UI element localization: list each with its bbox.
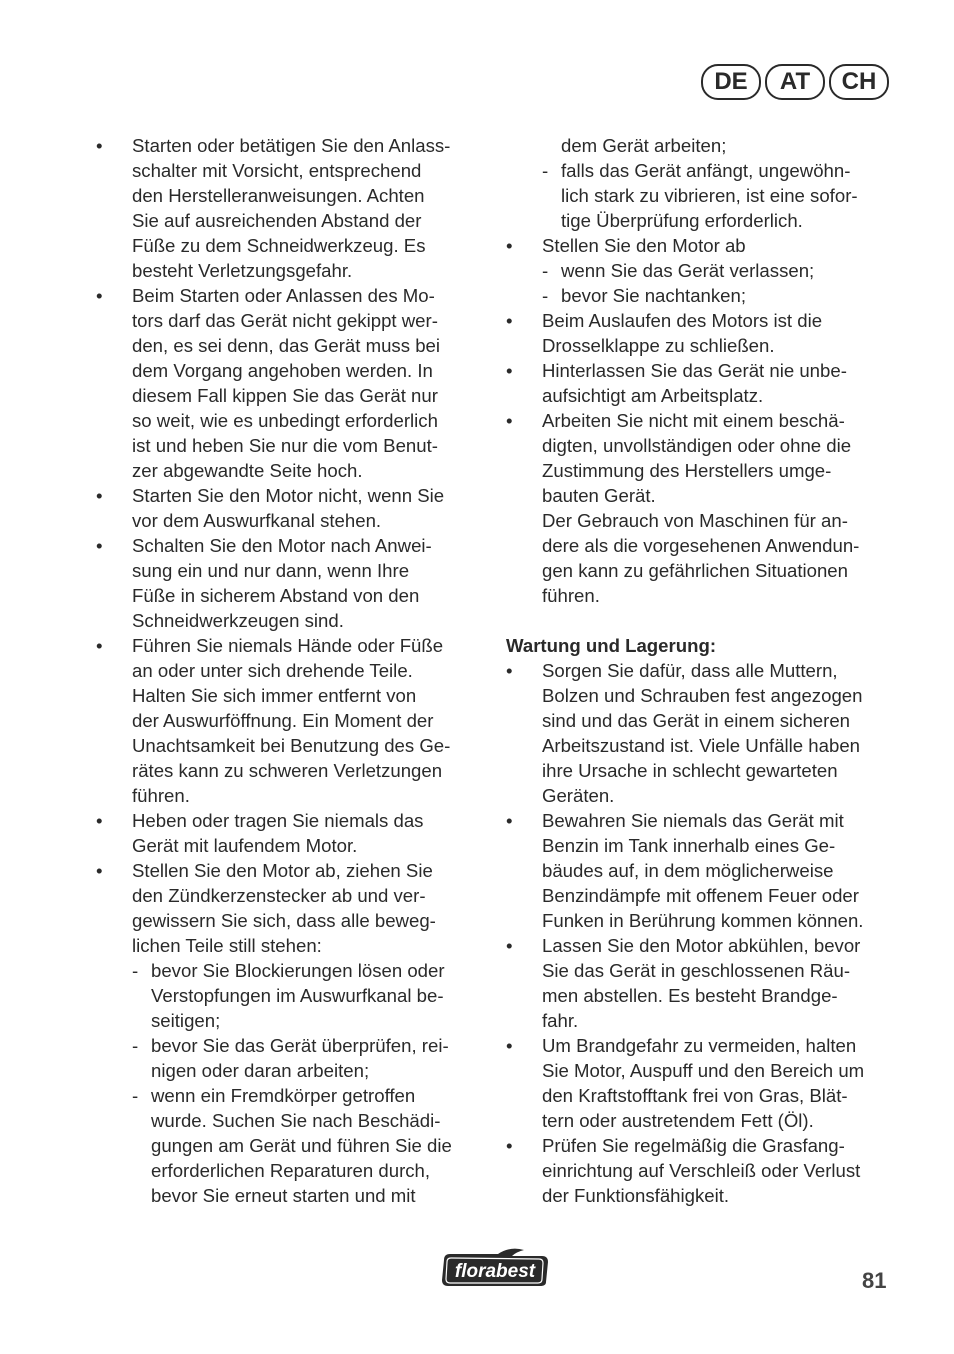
bullet-item (96, 283, 481, 483)
text-line: Um Brandgefahr zu vermeiden, halten (542, 1035, 857, 1056)
text-line: tors darf das Gerät nicht gekippt wer- (132, 310, 438, 331)
text-line: schalter mit Vorsicht, entsprechend (132, 160, 422, 181)
text-line: den Kraftstofftank frei von Gras, Blät- (542, 1085, 848, 1106)
text-line: Unachtsamkeit bei Benutzung des Ge- (132, 735, 451, 756)
text-line: Hinterlassen Sie das Gerät nie unbe- (542, 360, 847, 381)
text-line: Wartung und Lagerung: (506, 635, 717, 656)
sub-item (506, 258, 896, 283)
dash-marker: - (542, 285, 549, 306)
text-line: zer abgewandte Seite hoch. (132, 460, 363, 481)
text-line: Benzin im Tank innerhalb eines Ge- (542, 835, 836, 856)
language-badges (701, 64, 889, 100)
dash-marker: - (132, 1085, 139, 1106)
text-line: Lassen Sie den Motor abkühlen, bevor (542, 935, 861, 956)
text-line: Arbeiten Sie nicht mit einem beschä- (542, 410, 845, 431)
bullet-marker: • (506, 935, 513, 956)
bullet-marker: • (506, 810, 513, 831)
dash-marker: - (132, 960, 139, 981)
text-line: Bewahren Sie niemals das Gerät mit (542, 810, 844, 831)
text-line: Schneidwerkzeugen sind. (132, 610, 344, 631)
bullet-marker: • (96, 860, 103, 881)
florabest-logo (438, 1244, 552, 1290)
text-line: Der Gebrauch von Maschinen für an- (542, 510, 848, 531)
lang-badge-de: DE (701, 64, 761, 100)
text-line: Verstopfungen im Auswurfkanal be- (151, 985, 444, 1006)
bullet-item (96, 808, 481, 858)
bullet-item (96, 533, 481, 633)
text-line: bauten Gerät. (542, 485, 656, 506)
text-line: Sorgen Sie dafür, dass alle Muttern, (542, 660, 838, 681)
bullet-marker: • (506, 235, 513, 256)
bullet-marker: • (506, 410, 513, 431)
bullet-marker: • (506, 660, 513, 681)
text-line: Schalten Sie den Motor nach Anwei- (132, 535, 432, 556)
text-line: Geräten. (542, 785, 615, 806)
bullet-marker: • (96, 810, 103, 831)
bullet-marker: • (506, 310, 513, 331)
text-line: Stellen Sie den Motor ab (542, 235, 746, 256)
text-line: bevor Sie Blockierungen lösen oder (151, 960, 445, 981)
left-text-column (96, 133, 481, 1208)
text-line: dere als die vorgesehenen Anwendun- (542, 535, 860, 556)
text-line: Bolzen und Schrauben fest angezogen (542, 685, 863, 706)
bullet-item (506, 658, 896, 808)
lang-badge-at: AT (765, 64, 825, 100)
sub-item (96, 1083, 481, 1208)
sub-item (506, 158, 896, 233)
bullet-item (506, 233, 896, 258)
bullet-item (96, 483, 481, 533)
bullet-item (506, 358, 896, 408)
text-line: ihre Ursache in schlecht gewarteten (542, 760, 838, 781)
dash-marker: - (542, 260, 549, 281)
text-line: rätes kann zu schweren Verletzungen (132, 760, 443, 781)
bullet-item (96, 633, 481, 808)
text-line: Sie Motor, Auspuff und den Bereich um (542, 1060, 865, 1081)
text-line: gungen am Gerät und führen Sie die (151, 1135, 452, 1156)
text-line: gewissern Sie sich, dass alle beweg- (132, 910, 436, 931)
bullet-item (506, 408, 896, 508)
paragraph (506, 508, 896, 608)
paragraph (506, 133, 896, 158)
text-line: Prüfen Sie regelmäßig die Grasfang- (542, 1135, 845, 1156)
bullet-item (506, 308, 896, 358)
text-line: lichen Teile still stehen: (132, 935, 322, 956)
text-line: Starten oder betätigen Sie den Anlass- (132, 135, 451, 156)
bullet-item (506, 1033, 896, 1133)
text-line: den, es sei denn, das Gerät muss bei (132, 335, 441, 356)
text-line: gen kann zu gefährlichen Situationen (542, 560, 848, 581)
text-line: dem Vorgang angehoben werden. In (132, 360, 433, 381)
bullet-item (506, 1133, 896, 1208)
text-line: führen. (542, 585, 600, 606)
text-line: Beim Starten oder Anlassen des Mo- (132, 285, 435, 306)
text-line: Gerät mit laufendem Motor. (132, 835, 358, 856)
text-line: Halten Sie sich immer entfernt von (132, 685, 417, 706)
bullet-marker: • (96, 485, 103, 506)
text-line: dem Gerät arbeiten; (561, 135, 727, 156)
text-line: bäudes auf, in dem möglicherweise (542, 860, 834, 881)
text-line: Funken in Berührung kommen können. (542, 910, 864, 931)
text-line: wurde. Suchen Sie nach Beschädi- (151, 1110, 441, 1131)
text-line: bevor Sie erneut starten und mit (151, 1185, 416, 1206)
bullet-item (96, 858, 481, 958)
text-line: bevor Sie nachtanken; (561, 285, 747, 306)
bullet-marker: • (96, 635, 103, 656)
text-line: Drosselklappe zu schließen. (542, 335, 775, 356)
bullet-marker: • (506, 1035, 513, 1056)
text-line: digten, unvollständigen oder ohne die (542, 435, 852, 456)
text-line: den Zündkerzenstecker ab und ver- (132, 885, 426, 906)
text-line: Beim Auslaufen des Motors ist die (542, 310, 823, 331)
text-line: lich stark zu vibrieren, ist eine sofor- (561, 185, 858, 206)
text-line: Arbeitszustand ist. Viele Unfälle haben (542, 735, 861, 756)
bullet-marker: • (96, 285, 103, 306)
text-line: Stellen Sie den Motor ab, ziehen Sie (132, 860, 433, 881)
text-line: fahr. (542, 1010, 579, 1031)
text-line: besteht Verletzungsgefahr. (132, 260, 353, 281)
text-line: diesem Fall kippen Sie das Gerät nur (132, 385, 438, 406)
bullet-marker: • (96, 535, 103, 556)
text-line: erforderlichen Reparaturen durch, (151, 1160, 431, 1181)
text-line: der Auswurföffnung. Ein Moment der (132, 710, 434, 731)
bullet-item (506, 933, 896, 1033)
lang-badge-ch: CH (829, 64, 889, 100)
logo-text: florabest (454, 1261, 536, 1282)
dash-marker: - (542, 160, 549, 181)
text-line: Sie auf ausreichenden Abstand der (132, 210, 422, 231)
text-line: Benzindämpfe mit offenem Feuer oder (542, 885, 859, 906)
text-line: den Herstelleranweisungen. Achten (132, 185, 425, 206)
bullet-item (506, 808, 896, 933)
text-line: nigen oder daran arbeiten; (151, 1060, 370, 1081)
text-line: der Funktionsfähigkeit. (542, 1185, 730, 1206)
sub-item (96, 1033, 481, 1083)
bullet-marker: • (506, 360, 513, 381)
text-line: seitigen; (151, 1010, 221, 1031)
text-line: Starten Sie den Motor nicht, wenn Sie (132, 485, 445, 506)
text-line: Zustimmung des Herstellers umge- (542, 460, 832, 481)
right-text-column (506, 133, 896, 1208)
section-heading (506, 633, 896, 658)
text-line: vor dem Auswurfkanal stehen. (132, 510, 382, 531)
text-line: so weit, wie es unbedingt erforderlich (132, 410, 438, 431)
text-line: Sie das Gerät in geschlossenen Räu- (542, 960, 851, 981)
text-line: wenn Sie das Gerät verlassen; (561, 260, 815, 281)
text-line: einrichtung auf Verschleiß oder Verlust (542, 1160, 861, 1181)
text-line: wenn ein Fremdkörper getroffen (151, 1085, 416, 1106)
text-line: sung ein und nur dann, wenn Ihre (132, 560, 410, 581)
bullet-item (96, 133, 481, 283)
text-line: an oder unter sich drehende Teile. (132, 660, 413, 681)
text-line: führen. (132, 785, 190, 806)
page-number: 81 (862, 1268, 887, 1293)
text-line: ist und heben Sie nur die vom Benut- (132, 435, 438, 456)
text-line: Führen Sie niemals Hände oder Füße (132, 635, 444, 656)
text-line: bevor Sie das Gerät überprüfen, rei- (151, 1035, 449, 1056)
text-line: Füße zu dem Schneidwerkzeug. Es (132, 235, 426, 256)
text-line: men abstellen. Es besteht Brandge- (542, 985, 838, 1006)
text-line: falls das Gerät anfängt, ungewöhn- (561, 160, 851, 181)
text-line: Füße in sicherem Abstand von den (132, 585, 420, 606)
sub-item (96, 958, 481, 1033)
dash-marker: - (132, 1035, 139, 1056)
sub-item (506, 283, 896, 308)
text-line: aufsichtigt am Arbeitsplatz. (542, 385, 764, 406)
text-line: sind und das Gerät in einem sicheren (542, 710, 851, 731)
bullet-marker: • (96, 135, 103, 156)
text-line: tige Überprüfung erforderlich. (561, 210, 803, 231)
text-line: Heben oder tragen Sie niemals das (132, 810, 424, 831)
text-line: tern oder austretendem Fett (Öl). (542, 1110, 814, 1131)
bullet-marker: • (506, 1135, 513, 1156)
